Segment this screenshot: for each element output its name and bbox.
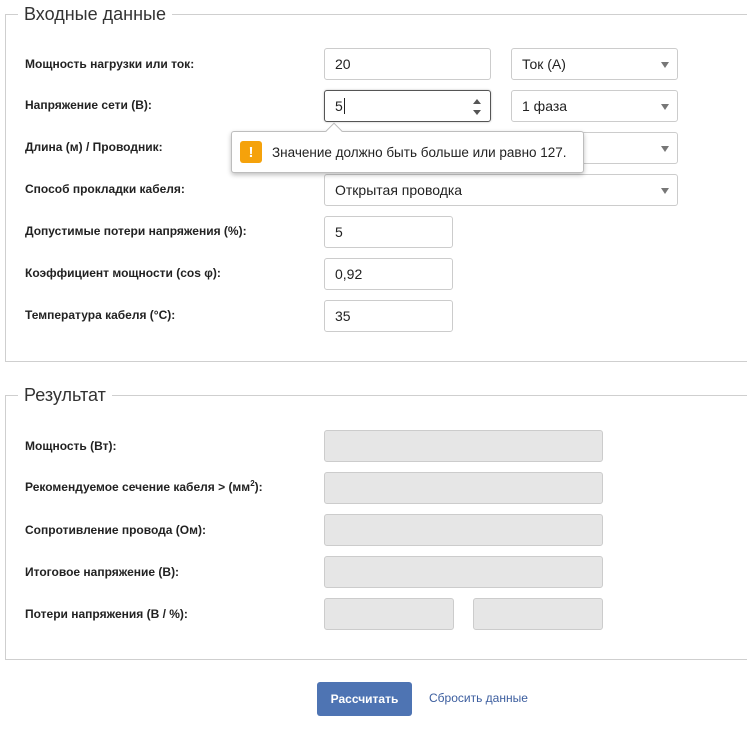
chevron-down-icon [661,104,669,110]
cable-temperature-label: Температура кабеля (°С): [25,308,176,322]
final-voltage-result-field [324,556,603,588]
power-factor-value: 0,92 [335,266,363,282]
chevron-down-icon [661,62,669,68]
cable-section-label-sup: 2 [250,479,255,488]
cable-section-label-suffix: ): [254,480,263,494]
laying-method-label: Способ прокладки кабеля: [25,182,185,196]
cable-temperature-value: 35 [335,308,351,324]
cable-section-result-field [324,472,603,504]
load-input-value: 20 [335,56,351,72]
resistance-result-field [324,514,603,546]
reset-data-link[interactable]: Сбросить данные [429,691,528,705]
laying-method-value: Открытая проводка [335,182,463,198]
power-factor-label: Коэффициент мощности (cos φ): [25,266,221,280]
text-caret [344,98,345,114]
result-legend: Результат [18,384,112,406]
voltage-label: Напряжение сети (В): [25,98,152,112]
voltage-loss-allowed-input[interactable] [324,216,453,248]
phase-select[interactable] [511,90,678,122]
input-data-legend: Входные данные [18,3,172,25]
validation-tooltip [231,131,584,173]
voltage-input[interactable] [324,90,491,122]
validation-message: Значение должно быть больше или равно 127. [272,144,567,160]
voltage-loss-percent-field [473,598,603,630]
warning-icon: ! [240,141,262,163]
power-result-field [324,430,603,462]
load-label: Мощность нагрузки или ток: [25,57,195,71]
load-unit-select[interactable] [511,48,678,80]
cable-temperature-input[interactable] [324,300,453,332]
phase-select-value: 1 фаза [522,98,568,114]
power-result-label: Мощность (Вт): [25,439,117,453]
load-input[interactable] [324,48,491,80]
voltage-loss-label: Потери напряжения (В / %): [25,607,188,621]
laying-method-select[interactable] [324,174,678,206]
cable-section-label [25,480,263,494]
chevron-down-icon [661,146,669,152]
resistance-label: Сопротивление провода (Ом): [25,523,206,537]
voltage-loss-allowed-label: Допустимые потери напряжения (%): [25,224,247,238]
length-label: Длина (м) / Проводник: [25,140,163,154]
power-factor-input[interactable] [324,258,453,290]
calculate-button[interactable]: Рассчитать [317,682,412,716]
final-voltage-label: Итоговое напряжение (В): [25,565,180,579]
number-spinner-icon[interactable] [472,99,482,115]
cable-section-label-text: Рекомендуемое сечение кабеля > (мм [25,480,251,494]
load-unit-value: Ток (А) [522,56,566,72]
chevron-down-icon [661,188,669,194]
voltage-loss-allowed-value: 5 [335,224,343,240]
voltage-loss-volts-field [324,598,454,630]
voltage-input-value: 5 [335,98,343,114]
